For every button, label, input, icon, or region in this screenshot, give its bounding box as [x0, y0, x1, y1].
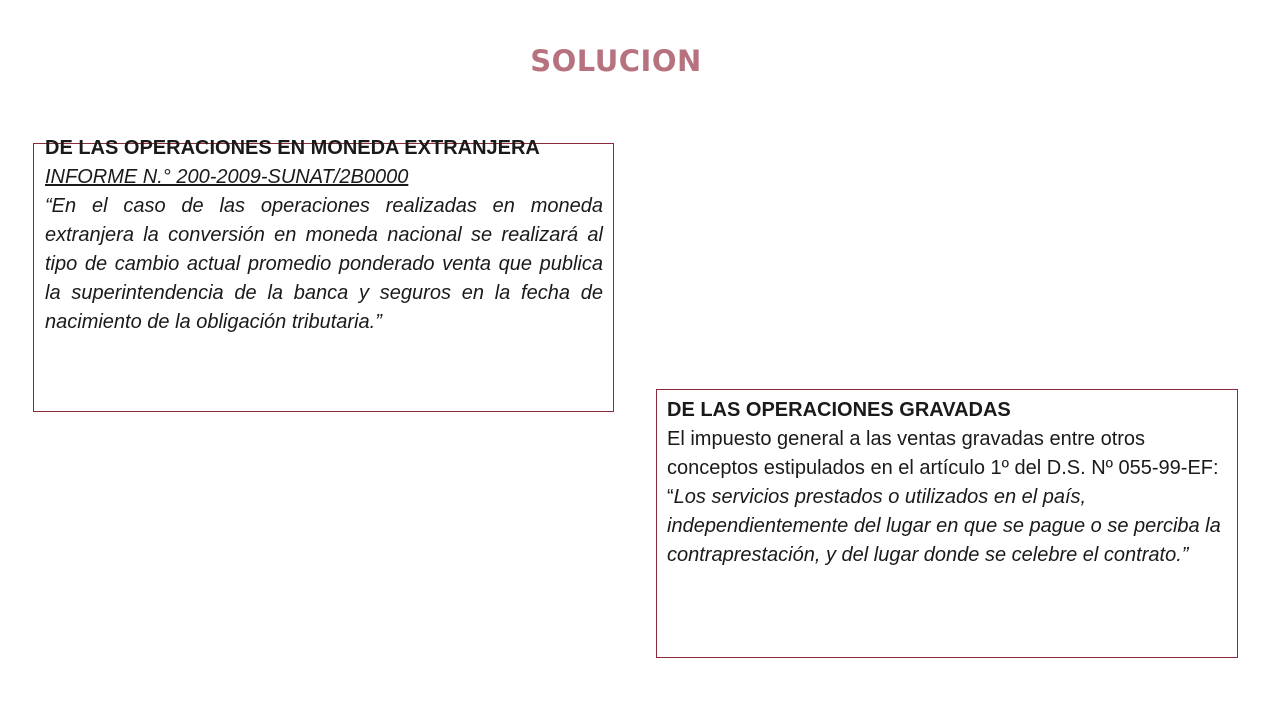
taxed-operations-quote: Los servicios prestados o utilizados en el país, independientemente del lugar en que se pague o se perciba la contraprestación, y del lugar donde se celebre el contrato.” [667, 486, 1221, 566]
foreign-currency-box [33, 137, 614, 412]
foreign-currency-quote: “En el caso de las operaciones realizadas en moneda extranjera la conversión en moneda nacional se realizará al tipo de cambio actual promedio ponderado venta que publica la superintendencia de la banca y seguros en la fecha de nacimiento de la obligación tributaria.” [45, 195, 603, 333]
foreign-currency-heading: DE LAS OPERACIONES EN MONEDA EXTRANJERA [45, 137, 540, 159]
taxed-operations-heading: DE LAS OPERACIONES GRAVADAS [667, 399, 1011, 421]
taxed-operations-box [656, 389, 1238, 658]
slide-title: SOLUCION [530, 44, 702, 78]
taxed-operations-quote-block [667, 483, 1227, 570]
sunat-report-reference: INFORME N.° 200-2009-SUNAT/2B0000 [45, 166, 409, 188]
quote-open-mark: “ [667, 486, 674, 508]
taxed-operations-body: El impuesto general a las ventas gravadas entre otros conceptos estipulados en el artículo 1º del D.S. Nº 055-99-EF: [667, 428, 1219, 479]
